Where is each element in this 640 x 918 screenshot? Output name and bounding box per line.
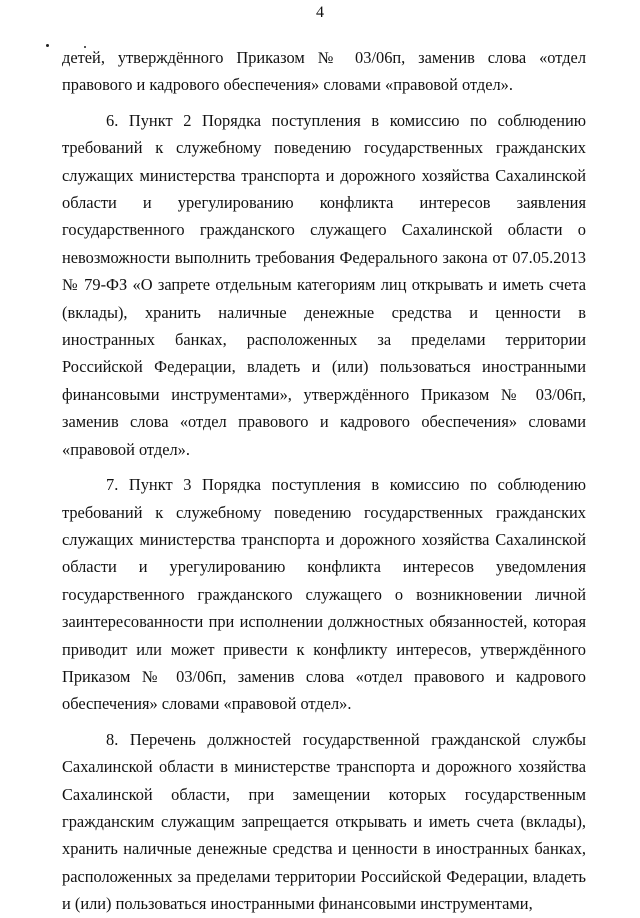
paragraph-item-6: 6. Пункт 2 Порядка поступления в комиссию по соблюдению требований к служебному поведению государственных гражданских служащих министерства транспорта и дорожного хозяйства Сахалинской области и урегулированию конфликта интересов заявления государственного гражданского служащего Сахалинской области о невозможности выполнить требования Федерального закона от 07.05.2013 № 79-ФЗ «О запрете отдельным категориям лиц открывать и иметь счета (вклады), хранить наличные денежные средства и ценности в иностранных банках, расположенных за пределами территории Российской Федерации, владеть и (или) пользоваться иностранными финансовыми инструментами», утверждённого Приказом № 03/06п, заменив слова «отдел правового и кадрового обеспечения» словами «правовой отдел».	[62, 110, 586, 459]
paragraph-continuation: детей, утверждённого Приказом № 03/06п, заменив слова «отдел правового и кадрового обеспечения» словами «правовой отдел».	[62, 48, 586, 95]
scan-speck	[46, 44, 49, 47]
paragraph-item-8: 8. Перечень должностей государственной гражданской службы Сахалинской области в министерстве транспорта и дорожного хозяйства Сахалинской области, при замещении которых государственным гражданским служащим запрещается открывать и иметь счета (вклады), хранить наличные денежные средства и ценности в иностранных банках, расположенных за пределами территории Российской Федерации, владеть и (или) пользоваться иностранными финансовыми инструментами,	[62, 729, 586, 914]
document-body	[62, 44, 586, 918]
paragraph-item-7: 7. Пункт 3 Порядка поступления в комиссию по соблюдению требований к служебному поведению государственных гражданских служащих министерства транспорта и дорожного хозяйства Сахалинской области и урегулированию конфликта интересов уведомления государственного гражданского служащего о возникновении личной заинтересованности при исполнении должностных обязанностей, которая приводит или может привести к конфликту интересов, утверждённого Приказом № 03/06п, заменив слова «отдел правового и кадрового обеспечения» словами «правовой отдел».	[62, 475, 586, 714]
page-number: 4	[316, 4, 324, 21]
